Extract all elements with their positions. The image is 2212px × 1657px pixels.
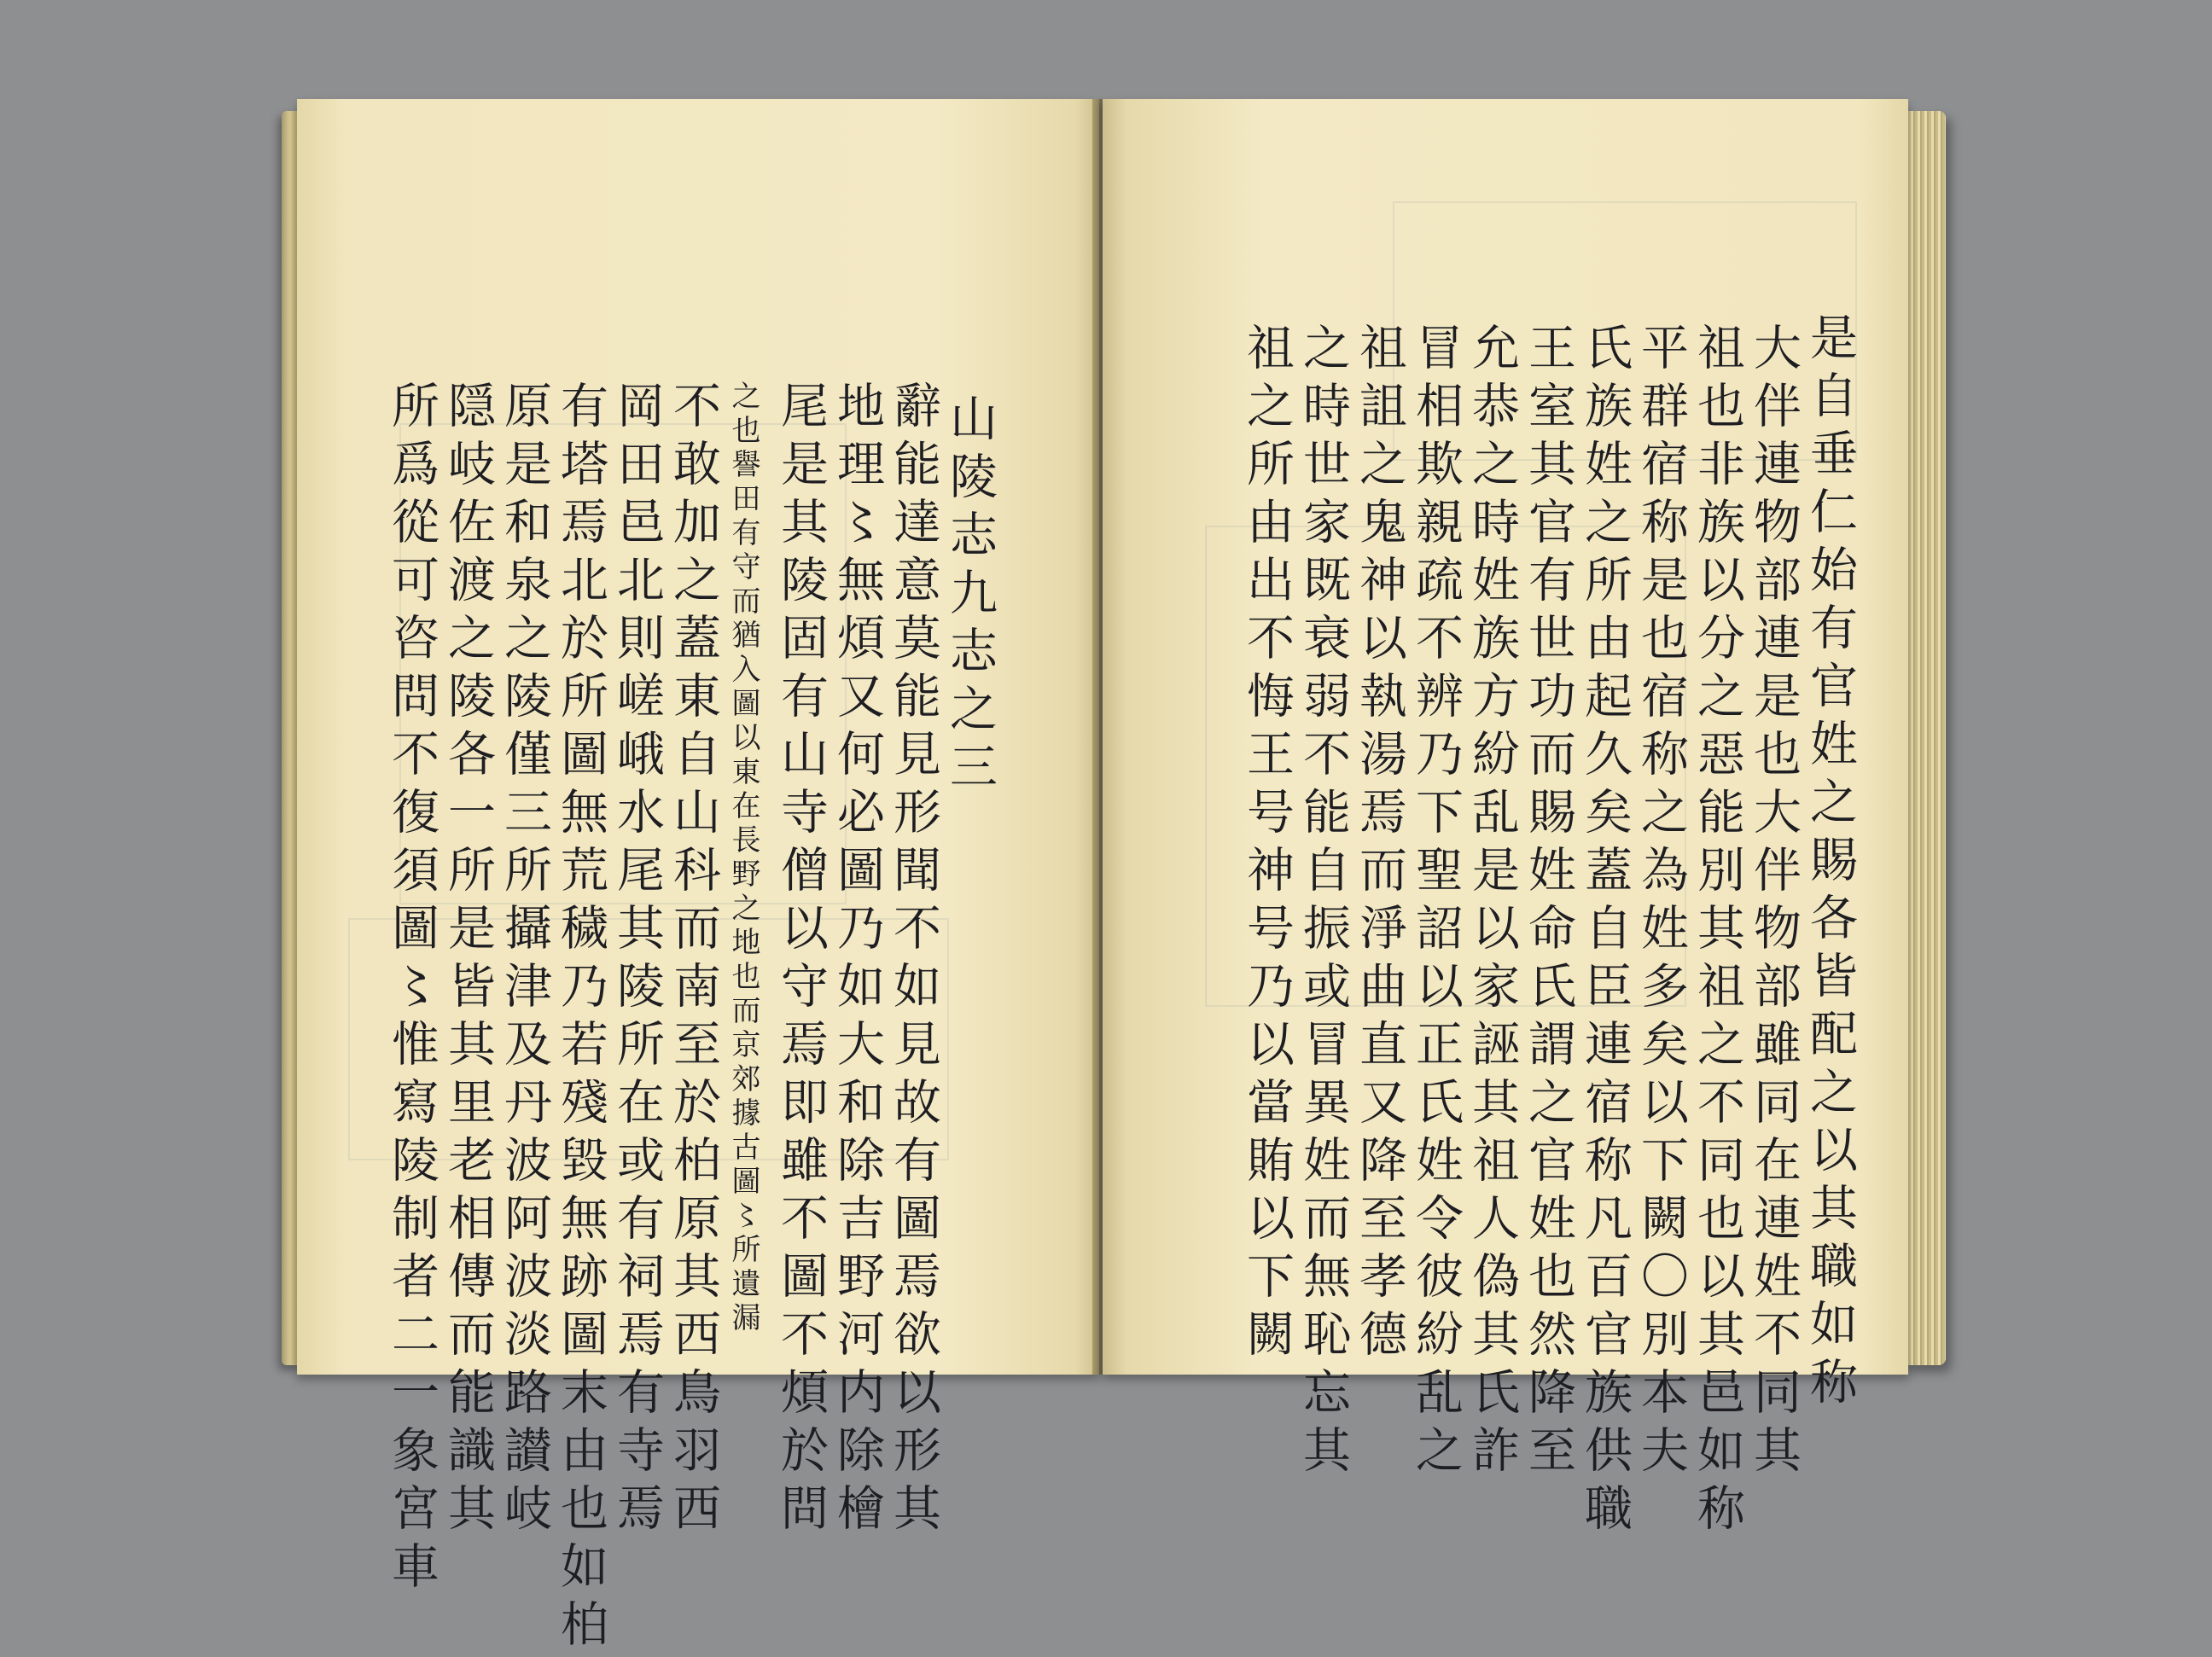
- column-text: 祖詛之鬼神以執湯焉而淨曲直又降至孝德: [1352, 323, 1407, 1367]
- column-text: 岡田邑北則嵯峨水尾其陵所在或有祠焉有寺焉: [609, 381, 665, 1541]
- column-text: 山陵志九志之三: [942, 393, 998, 799]
- column-text: 不敢加之蓋東自山科而南至於柏原其西鳥羽西: [666, 381, 721, 1541]
- right-page: [1103, 99, 1908, 1541]
- open-book: [282, 94, 1954, 1657]
- left-page: [297, 99, 1099, 1657]
- column-text: 原是和泉之陵僅三所攝津及丹波阿波淡路讃岐: [497, 381, 552, 1541]
- column-text: 地理〻無煩又何必圖乃如大和除吉野河内除檜: [830, 381, 885, 1541]
- column-text: 之也譽田有守而猶入圖以東在長野之地也而京郊據古圖〻所遺漏: [726, 381, 760, 1336]
- column-text: 隠岐佐渡之陵各一所是皆其里老相傳而能識其: [440, 381, 496, 1541]
- column-text: 祖也非族以分之惡能別其祖之不同也以其邑如称: [1690, 323, 1745, 1541]
- column-text: 尾是其陵固有山寺僧以守焉即雖不圖不煩於問: [773, 381, 829, 1541]
- column-text: 平群宿称是也宿称之為姓多矣以下闕〇別本夫: [1633, 323, 1689, 1483]
- column-text: 大伴連物部連是也大伴物部雖同在連姓不同其: [1746, 323, 1802, 1483]
- column-text: 是自垂仁始有官姓之賜各皆配之以其職如称: [1802, 312, 1858, 1415]
- column-text: 王室其官有世功而賜姓命氏謂之官姓也然降至: [1521, 323, 1576, 1483]
- column-text: 之時世家既衰弱不能自振或冒異姓而無恥忘其: [1295, 323, 1351, 1483]
- column-text: 有塔焉北於所圖無荒穢乃若殘毀無跡圖末由也如柏: [553, 381, 608, 1657]
- column-text: 所爲從可咨問不復須圖〻惟寫陵制者二一象宮車: [384, 381, 439, 1599]
- column-text: 氏族姓之所由起久矣蓋自臣連宿称凡百官族供職: [1577, 323, 1633, 1541]
- column-text: 祖之所由出不悔王号神号乃以當賄以下闕: [1239, 323, 1295, 1367]
- column-text: 冒相欺親疏不辨乃下聖詔以正氏姓令彼紛乱之: [1408, 323, 1464, 1483]
- column-text: 辭能達意莫能見形聞不如見故有圖焉欲以形其: [886, 381, 941, 1541]
- column-text: 允恭之時姓族方紛乱是以家誣其祖人偽其氏詐: [1464, 323, 1520, 1483]
